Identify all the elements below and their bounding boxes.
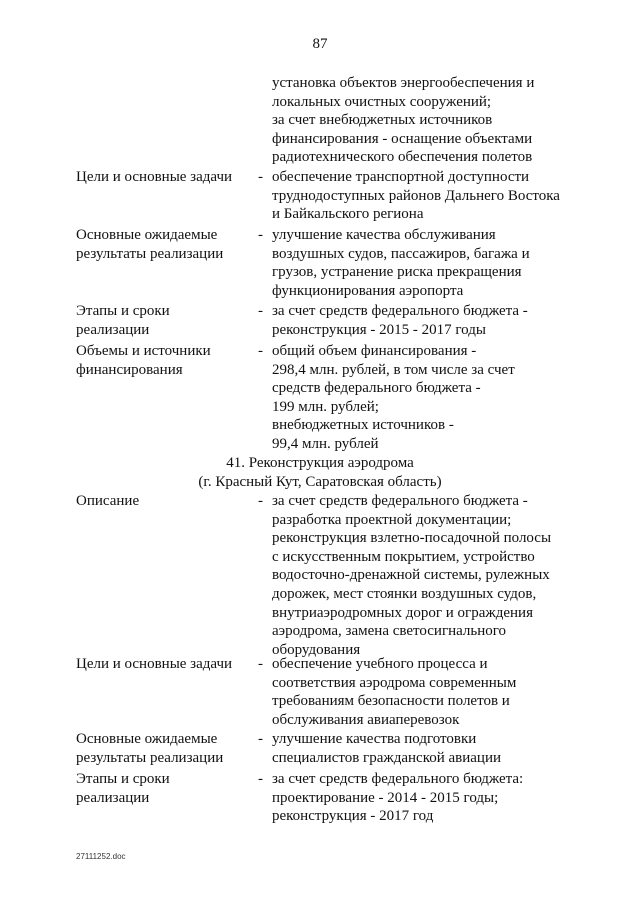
field-content-line: специалистов гражданской авиации — [272, 749, 502, 766]
field-label-line: Основные ожидаемые — [76, 227, 218, 243]
field-content — [272, 730, 572, 767]
field-dash: - — [258, 303, 263, 319]
field-content-line: требованиям безопасности полетов и — [272, 693, 510, 710]
field-content-line: грузов, устранение риска прекращения — [272, 264, 522, 281]
field-content-line: соответствия аэродрома современным — [272, 674, 517, 691]
field-content-line: дорожек, мест стоянки воздушных судов, — [272, 585, 537, 602]
field-content-line: внутриаэродромных дорог и ограждения — [272, 604, 533, 621]
field-label-line: Этапы и сроки — [76, 771, 170, 787]
intro-line: локальных очистных сооружений; — [272, 93, 492, 110]
field-label-line: результаты реализации — [76, 245, 224, 262]
field-content-line: и Байкальского региона — [272, 206, 424, 223]
field-content-line: 99,4 млн. рублей — [272, 435, 379, 452]
field-content — [272, 770, 572, 826]
field-content-line: оборудования — [272, 641, 361, 658]
field-label-line: Объемы и источники — [76, 343, 211, 359]
field-label-line: Основные ожидаемые — [76, 731, 218, 747]
intro-line: установка объектов энергообеспечения и — [272, 75, 535, 91]
field-label-line: реализации — [76, 321, 150, 338]
section-subtitle-line: (г. Красный Кут, Саратовская область) — [198, 473, 442, 490]
intro-content — [272, 74, 572, 167]
field-content-line: общий объем финансирования - — [272, 343, 477, 359]
field-content-line: улучшение качества подготовки — [272, 731, 477, 747]
field-label-line: финансирования — [76, 361, 183, 378]
field-content-line: 199 млн. рублей; — [272, 398, 379, 415]
section-title-line: 41. Реконструкция аэродрома — [226, 455, 414, 471]
field-content-line: средств федерального бюджета - — [272, 380, 481, 397]
field-content-line: внебюджетных источников - — [272, 417, 454, 434]
field-content-line: обеспечение транспортной доступности — [272, 169, 530, 185]
field-content-line: за счет средств федерального бюджета - — [272, 493, 528, 509]
field-content-line: функционирования аэропорта — [272, 282, 464, 299]
field-content — [272, 342, 572, 454]
field-label-line: Этапы и сроки — [76, 303, 170, 319]
field-content-line: аэродрома, замена светосигнального — [272, 623, 507, 640]
field-label — [76, 302, 246, 339]
field-content-line: с искусственным покрытием, устройство — [272, 548, 535, 565]
field-content-line: за счет средств федерального бюджета - — [272, 303, 528, 319]
field-label-line: реализации — [76, 789, 150, 806]
field-dash: - — [258, 656, 263, 672]
intro-line: финансирования - оснащение объектами — [272, 130, 533, 147]
field-content — [272, 226, 572, 300]
field-label — [76, 730, 246, 767]
field-content-line: обеспечение учебного процесса и — [272, 656, 488, 672]
field-label — [76, 655, 246, 674]
field-content — [272, 168, 572, 224]
field-dash: - — [258, 227, 263, 243]
intro-line: за счет внебюджетных источников — [272, 112, 493, 129]
field-content-line: проектирование - 2014 - 2015 годы; — [272, 789, 499, 806]
field-label-line: Цели и основные задачи — [76, 656, 233, 672]
intro-line: радиотехнического обеспечения полетов — [272, 149, 533, 166]
field-label — [76, 168, 246, 187]
field-content — [272, 302, 572, 339]
field-content — [272, 492, 572, 659]
field-content-line: труднодоступных районов Дальнего Востока — [272, 187, 560, 204]
footer-filename: 27111252.doc — [76, 852, 126, 861]
field-label-line: Цели и основные задачи — [76, 169, 233, 185]
field-label — [76, 342, 246, 379]
field-content-line: водосточно-дренажной системы, рулежных — [272, 567, 550, 584]
field-content-line: улучшение качества обслуживания — [272, 227, 496, 243]
field-content-line: за счет средств федерального бюджета: — [272, 771, 524, 787]
field-label — [76, 226, 246, 263]
field-dash: - — [258, 731, 263, 747]
field-dash: - — [258, 343, 263, 359]
field-content-line: разработка проектной документации; — [272, 511, 512, 528]
field-label — [76, 770, 246, 807]
field-content-line: реконструкция - 2015 - 2017 годы — [272, 321, 486, 338]
field-dash: - — [258, 493, 263, 509]
field-dash: - — [258, 169, 263, 185]
field-dash: - — [258, 771, 263, 787]
field-label — [76, 492, 246, 511]
field-content-line: реконструкция - 2017 год — [272, 808, 434, 825]
section-title — [0, 454, 640, 491]
field-content-line: обслуживания авиаперевозок — [272, 711, 460, 728]
field-content-line: 298,4 млн. рублей, в том числе за счет — [272, 361, 515, 378]
field-content — [272, 655, 572, 729]
page-number: 87 — [312, 36, 328, 52]
field-content-line: воздушных судов, пассажиров, багажа и — [272, 245, 530, 262]
field-label-line: результаты реализации — [76, 749, 224, 766]
field-label-line: Описание — [76, 493, 140, 509]
field-content-line: реконструкция взлетно-посадочной полосы — [272, 530, 552, 547]
